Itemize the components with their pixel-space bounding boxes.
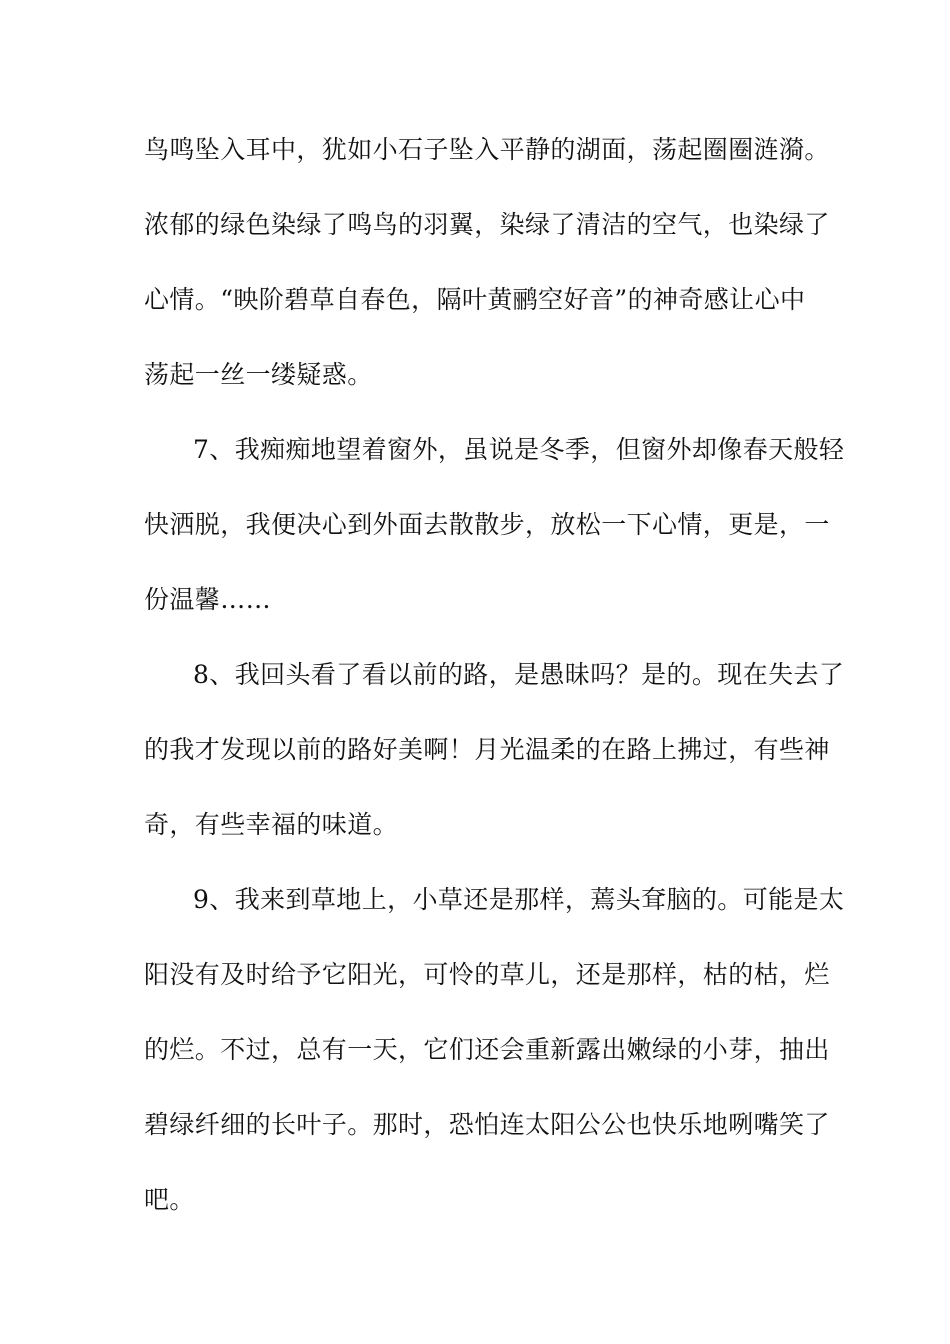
text-line: 鸟鸣坠入耳中，犹如小石子坠入平静的湖面，荡起圈圈涟漪。: [144, 135, 830, 164]
paragraph-7-start: 7、我痴痴地望着窗外，虽说是冬季，但窗外却像春天般轻: [193, 435, 845, 464]
text-line: 份温馨……: [144, 585, 272, 614]
text-line: 吧。: [144, 1185, 195, 1214]
paragraph-8-start: 8、我回头看了看以前的路，是愚昧吗？是的。现在失去了: [193, 660, 845, 689]
text-line: 的我才发现以前的路好美啊！月光温柔的在路上拂过，有些神: [144, 735, 830, 764]
text-line: 浓郁的绿色染绿了鸣鸟的羽翼，染绿了清洁的空气，也染绿了: [144, 210, 830, 239]
paragraph-9-start: 9、我来到草地上，小草还是那样，蔫头耷脑的。可能是太: [193, 885, 845, 914]
text-line: 奇，有些幸福的味道。: [144, 810, 399, 839]
text-line: 的烂。不过，总有一天，它们还会重新露出嫩绿的小芽，抽出: [144, 1035, 830, 1064]
text-line: 荡起一丝一缕疑惑。: [144, 360, 373, 389]
text-line: 快洒脱，我便决心到外面去散散步，放松一下心情，更是，一: [144, 510, 830, 539]
text-line: 阳没有及时给予它阳光，可怜的草儿，还是那样，枯的枯，烂: [144, 960, 830, 989]
text-line: 碧绿纤细的长叶子。那时，恐怕连太阳公公也快乐地咧嘴笑了: [144, 1110, 830, 1139]
text-line: 心情。“映阶碧草自春色，隔叶黄鹂空好音”的神奇感让心中: [144, 285, 806, 314]
